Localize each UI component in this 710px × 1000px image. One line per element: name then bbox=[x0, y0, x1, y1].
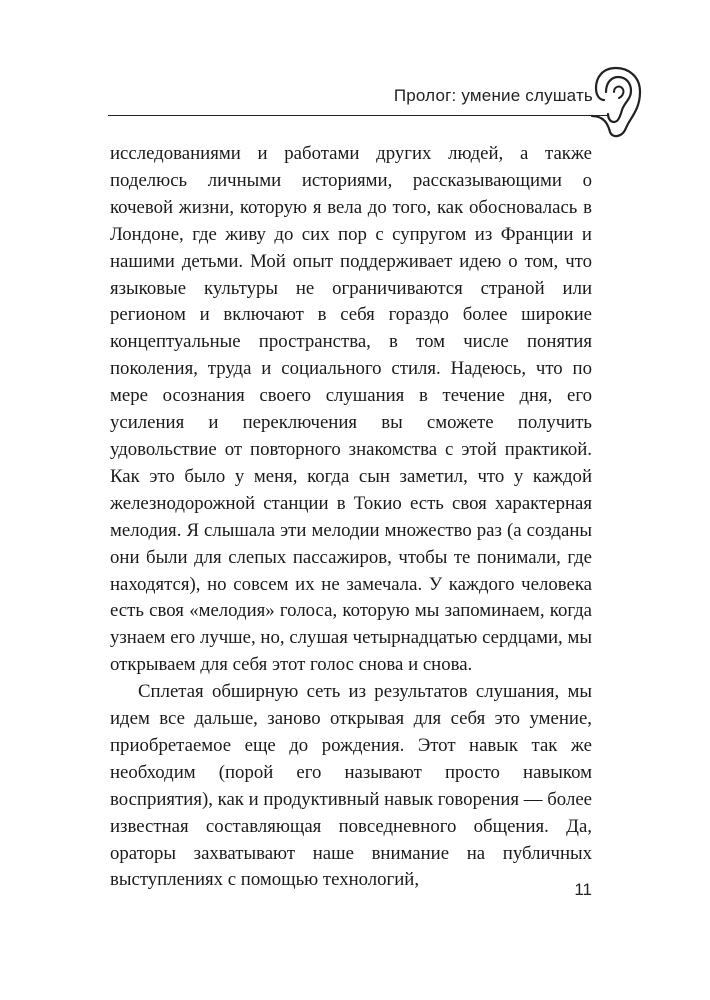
ear-icon bbox=[588, 62, 648, 140]
running-head-title: Пролог: умение слушать bbox=[393, 86, 593, 105]
body-paragraph: исследованиями и работами других людей, а также поделюсь личными историями, рассказывающими о кочевой жизни, которую я вела до того, как обосновалась в Лондоне, где живу до сих пор с супругом из Франции и нашими детьми. Мой опыт поддерживает идею о том, что языковые культуры не ограничиваются страной или регионом и включают в себя гораздо более широкие концептуальные пространства, в том числе понятия поколения, труда и социального стиля. Надеюсь, что по мере осознания своего слушания в течение дня, его усиления и переключения вы сможете получить удовольствие от повторного знакомства с этой практикой. Как это было у меня, когда сын заметил, что у каждой железнодорожной станции в Токио есть своя характерная мелодия. Я слышала эти мелодии множество раз (а созданы они были для слепых пассажиров, чтобы те понимали, где находятся), но совсем их не замечала. У каждого человека есть своя «мелодия» голоса, которую мы запоминаем, когда узнаем его лучше, но, слушая четырнадцатью сердцами, мы открываем для себя этот голос снова и снова. bbox=[110, 143, 592, 676]
body-paragraph: Сплетая обширную сеть из результатов слушания, мы идем все дальше, заново открывая для себя это умение, приобретаемое еще до рождения. Этот навык так же необходим (порой его называют просто навыком восприятия), как и продуктивный навык говорения — более известная составляющая повседневного общения. Да, ораторы захватывают наше внимание на публичных выступлениях с помощью технологий, bbox=[110, 681, 592, 891]
header-rule bbox=[108, 115, 608, 116]
page-number: 11 bbox=[574, 880, 592, 899]
body-text bbox=[110, 141, 592, 894]
